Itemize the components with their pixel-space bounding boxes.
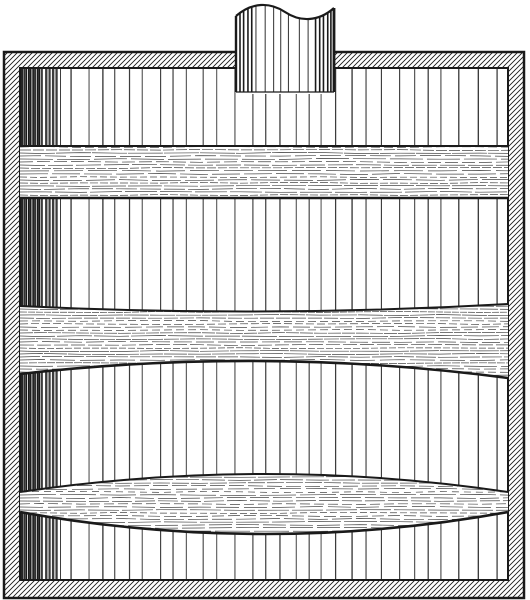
rod [236,0,334,94]
plate-1 [20,144,520,199]
plate-1-body [20,146,508,198]
